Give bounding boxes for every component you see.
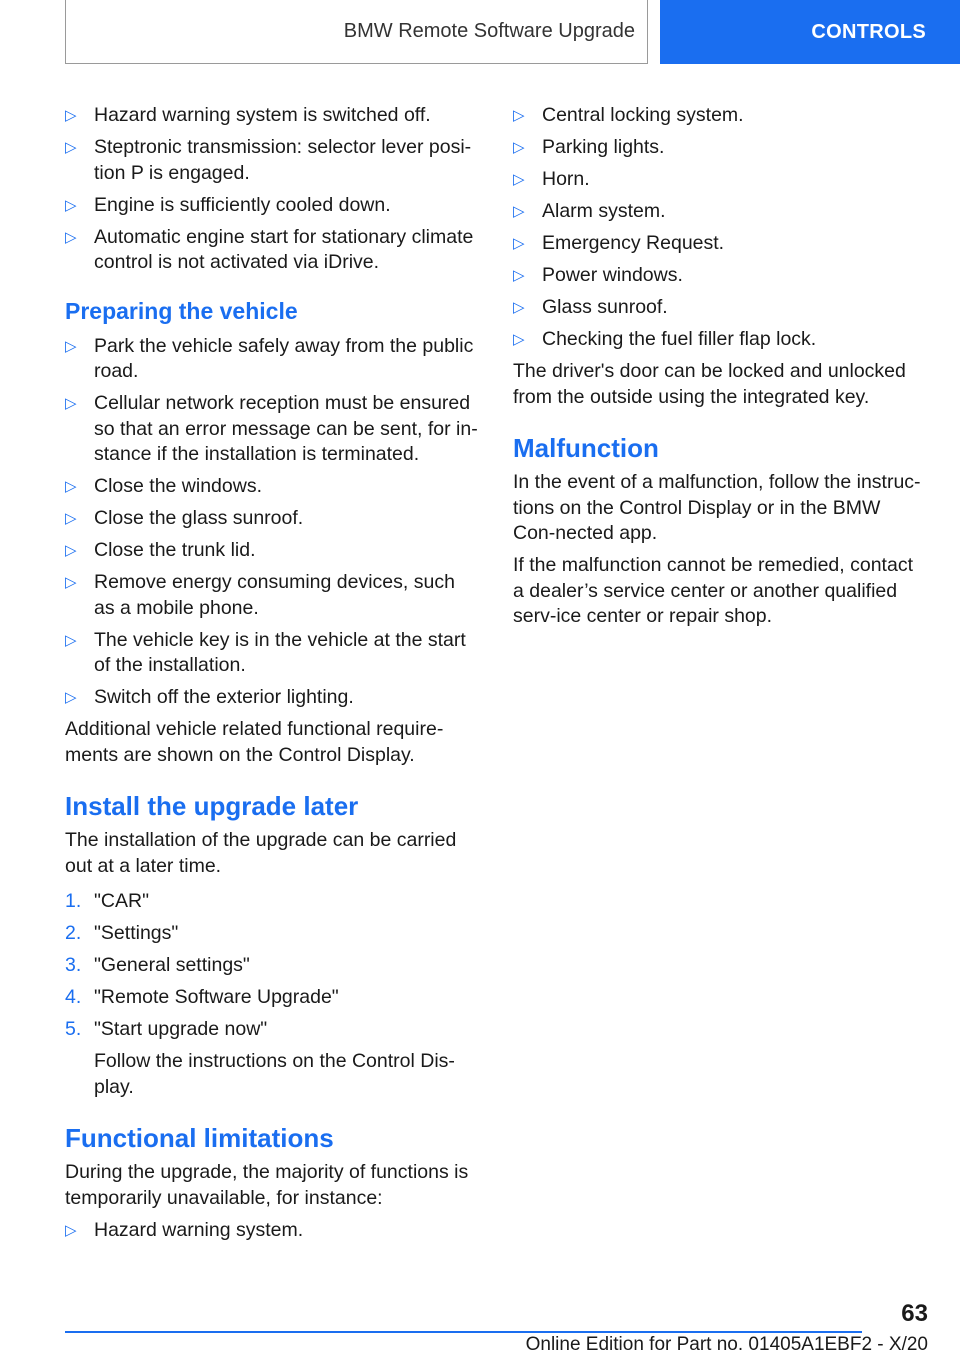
list-item: ▷ Alarm system. bbox=[513, 199, 928, 225]
triangle-bullet-icon: ▷ bbox=[65, 228, 77, 246]
triangle-bullet-icon: ▷ bbox=[65, 689, 77, 706]
install-steps-list bbox=[65, 889, 480, 1043]
triangle-bullet-icon: ▷ bbox=[513, 235, 525, 252]
list-item: ▷ Hazard warning system. bbox=[65, 1218, 480, 1244]
door-note: The driver's door can be locked and unlocked from the outside using the integrated key. bbox=[513, 360, 906, 408]
triangle-bullet-icon: ▷ bbox=[65, 337, 77, 355]
list-item: ▷ Steptronic transmission: selector lever posi-tion P is engaged. bbox=[65, 136, 472, 184]
list-item: ▷ Hazard warning system is switched off. bbox=[65, 103, 480, 129]
limitations-list bbox=[65, 1218, 480, 1244]
triangle-bullet-icon: ▷ bbox=[65, 478, 77, 495]
list-item: ▷ The vehicle key is in the vehicle at the start of the installation. bbox=[65, 628, 466, 676]
right-column bbox=[513, 103, 928, 636]
install-later-text: The installation of the upgrade can be carried out at a later time. bbox=[65, 829, 457, 877]
triangle-bullet-icon: ▷ bbox=[513, 171, 525, 188]
triangle-bullet-icon: ▷ bbox=[65, 395, 77, 412]
page-number: 63 bbox=[901, 1300, 928, 1327]
triangle-bullet-icon: ▷ bbox=[65, 107, 77, 124]
step-number: 4. bbox=[65, 986, 82, 1008]
heading-install-later: Install the upgrade later bbox=[65, 791, 359, 821]
heading-preparing-vehicle: Preparing the vehicle bbox=[65, 297, 298, 324]
triangle-bullet-icon: ▷ bbox=[513, 139, 525, 156]
step-number: 2. bbox=[65, 922, 82, 944]
preparing-note: Additional vehicle related functional require-ments are shown on the Control Display. bbox=[65, 718, 444, 766]
triangle-bullet-icon: ▷ bbox=[513, 267, 525, 284]
malfunction-text-2: If the malfunction cannot be remedied, contact a dealer’s service center or another qualified serv-ice center or repair shop. bbox=[513, 554, 913, 627]
step-item: 5. "Start upgrade now" bbox=[65, 1017, 480, 1043]
triangle-bullet-icon: ▷ bbox=[65, 574, 77, 591]
triangle-bullet-icon: ▷ bbox=[65, 510, 77, 527]
list-item: ▷ Close the trunk lid. bbox=[65, 538, 480, 564]
list-item: ▷ Emergency Request. bbox=[513, 231, 928, 257]
triangle-bullet-icon: ▷ bbox=[513, 331, 525, 348]
step-note: Follow the instructions on the Control Dis-play. bbox=[94, 1050, 455, 1098]
list-item: ▷ Engine is sufficiently cooled down. bbox=[65, 193, 480, 219]
step-item: 3. "General settings" bbox=[65, 953, 480, 979]
triangle-bullet-icon: ▷ bbox=[513, 299, 525, 316]
step-number: 3. bbox=[65, 954, 82, 976]
list-item: ▷ Close the glass sunroof. bbox=[65, 506, 480, 532]
step-number: 1. bbox=[65, 890, 82, 912]
list-item: ▷ Remove energy consuming devices, such as a mobile phone. bbox=[65, 571, 455, 619]
list-item: ▷ Switch off the exterior lighting. bbox=[65, 685, 480, 711]
step-item: 2. "Settings" bbox=[65, 921, 480, 947]
heading-malfunction: Malfunction bbox=[513, 433, 659, 463]
unavailable-functions-list bbox=[513, 103, 928, 353]
list-item: ▷ Cellular network reception must be ensured so that an error message can be sent, for in-stance if the installation is terminated. bbox=[65, 392, 478, 465]
heading-functional-limitations: Functional limitations bbox=[65, 1123, 334, 1153]
malfunction-text-1: In the event of a malfunction, follow the instruc-tions on the Control Display or in the BMW Con-nected app. bbox=[513, 471, 921, 544]
footer-edition: Online Edition for Part no. 01405A1EBF2 - X/20 bbox=[525, 1334, 928, 1355]
requirements-list bbox=[65, 103, 480, 276]
preparing-list bbox=[65, 334, 480, 711]
triangle-bullet-icon: ▷ bbox=[65, 631, 77, 649]
triangle-bullet-icon: ▷ bbox=[65, 196, 77, 214]
left-column bbox=[65, 103, 480, 1250]
list-item: ▷ Automatic engine start for stationary climate control is not activated via iDrive. bbox=[65, 225, 474, 273]
list-item: ▷ Glass sunroof. bbox=[513, 295, 928, 321]
list-item: ▷ Central locking system. bbox=[513, 103, 928, 129]
triangle-bullet-icon: ▷ bbox=[513, 107, 525, 124]
list-item: ▷ Close the windows. bbox=[65, 474, 480, 500]
chapter-title: BMW Remote Software Upgrade bbox=[65, 0, 648, 64]
footer-divider bbox=[65, 1331, 862, 1333]
triangle-bullet-icon: ▷ bbox=[65, 139, 77, 156]
list-item: ▷ Power windows. bbox=[513, 263, 928, 289]
triangle-bullet-icon: ▷ bbox=[65, 542, 77, 559]
step-number: 5. bbox=[65, 1018, 82, 1040]
list-item: ▷ Checking the fuel filler flap lock. bbox=[513, 327, 928, 353]
limitations-text: During the upgrade, the majority of functions is temporarily unavailable, for instance: bbox=[65, 1161, 469, 1209]
triangle-bullet-icon: ▷ bbox=[65, 1221, 77, 1239]
list-item: ▷ Park the vehicle safely away from the public road. bbox=[65, 334, 474, 382]
step-item: 4. "Remote Software Upgrade" bbox=[65, 985, 480, 1011]
section-tab: CONTROLS bbox=[660, 0, 960, 64]
list-item: ▷ Horn. bbox=[513, 167, 928, 193]
step-item: 1. "CAR" bbox=[65, 889, 480, 915]
list-item: ▷ Parking lights. bbox=[513, 135, 928, 161]
triangle-bullet-icon: ▷ bbox=[513, 203, 525, 220]
